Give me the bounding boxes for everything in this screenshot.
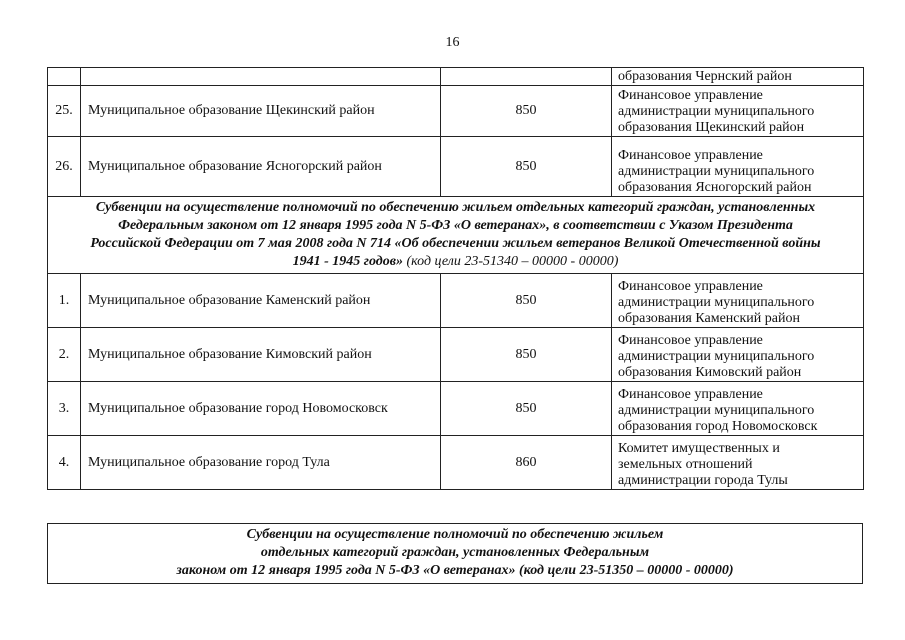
org-line: администрации муниципального [618, 349, 815, 364]
target-code: (код цели 23-51350 – 00000 - 00000) [515, 563, 734, 578]
municipality-name: Муниципальное образование Щекинский район [81, 86, 441, 137]
amount-value: 850 [441, 86, 612, 137]
section-line-main: законом от 12 января 1995 года N 5-ФЗ «О ветеранах» [176, 563, 516, 578]
row-number: 4. [48, 436, 81, 490]
row-number: 2. [48, 328, 81, 382]
section-line: Российской Федерации от 7 мая 2008 года N 714 «Об обеспечении жильем ветеранов Великой Отечественной войны [90, 236, 821, 251]
org-line: образования город Новомосковск [618, 419, 818, 434]
org-line: образования Ясногорский район [618, 180, 812, 195]
table-row [48, 86, 864, 137]
amount-value: 860 [441, 436, 612, 490]
municipality-name: Муниципальное образование Кимовский район [81, 328, 441, 382]
municipality-name: Муниципальное образование город Тула [81, 436, 441, 490]
org-line: земельных отношений [618, 457, 753, 472]
municipality-name: Муниципальное образование город Новомосковск [81, 382, 441, 436]
org-line: Финансовое управление [618, 88, 763, 103]
recipient-organization [612, 137, 864, 197]
row-number: 1. [48, 274, 81, 328]
section-line [56, 562, 854, 580]
section-title [48, 524, 863, 584]
section-line [56, 253, 855, 271]
section-header-box [47, 523, 863, 584]
amount-value: 850 [441, 382, 612, 436]
section-line: Субвенции на осуществление полномочий по обеспечению жильем отдельных категорий граждан, установленных [95, 200, 816, 215]
table-row [48, 382, 864, 436]
org-line: образования Каменский район [618, 311, 800, 326]
table-row [48, 137, 864, 197]
page-number: 16 [445, 35, 460, 50]
row-number: 25. [48, 86, 81, 137]
amount-value: 850 [441, 274, 612, 328]
municipality-name: Муниципальное образование Каменский район [81, 274, 441, 328]
org-line: администрации муниципального [618, 104, 815, 119]
org-line: Финансовое управление [618, 387, 763, 402]
org-line: Комитет имущественных и [618, 441, 780, 456]
org-line: администрации муниципального [618, 164, 815, 179]
recipient-organization [612, 86, 864, 137]
table-row [48, 436, 864, 490]
org-line: Финансовое управление [618, 279, 763, 294]
org-line: Финансовое управление [618, 333, 763, 348]
target-code: (код цели 23-51340 – 00000 - 00000) [402, 254, 619, 269]
org-line: образования Щекинский район [618, 120, 805, 135]
table-row [48, 328, 864, 382]
section-line: Федеральным законом от 12 января 1995 года N 5-ФЗ «О ветеранах», в соответствии с Указом Президента [118, 218, 793, 233]
row-number: 3. [48, 382, 81, 436]
recipient-organization [612, 382, 864, 436]
org-line: Финансовое управление [618, 148, 763, 163]
recipient-organization [612, 274, 864, 328]
org-cell: образования Чернский район [612, 68, 864, 86]
org-line: образования Кимовский район [618, 365, 802, 380]
section-line-main: 1941 - 1945 годов» [292, 254, 403, 269]
table-row [48, 274, 864, 328]
section-line: Субвенции на осуществление полномочий по обеспечению жильем [246, 527, 664, 542]
section-row [48, 197, 864, 274]
municipality-name: Муниципальное образование Ясногорский район [81, 137, 441, 197]
subsidy-table [47, 67, 864, 490]
org-line: администрации города Тулы [618, 473, 788, 488]
recipient-organization [612, 328, 864, 382]
table-row-continuation [48, 68, 864, 86]
recipient-organization [612, 436, 864, 490]
org-line: администрации муниципального [618, 295, 815, 310]
amount-value: 850 [441, 328, 612, 382]
org-line: администрации муниципального [618, 403, 815, 418]
row-number: 26. [48, 137, 81, 197]
section-title [48, 197, 864, 274]
amount-value: 850 [441, 137, 612, 197]
section-line: отдельных категорий граждан, установленных Федеральным [260, 545, 650, 560]
